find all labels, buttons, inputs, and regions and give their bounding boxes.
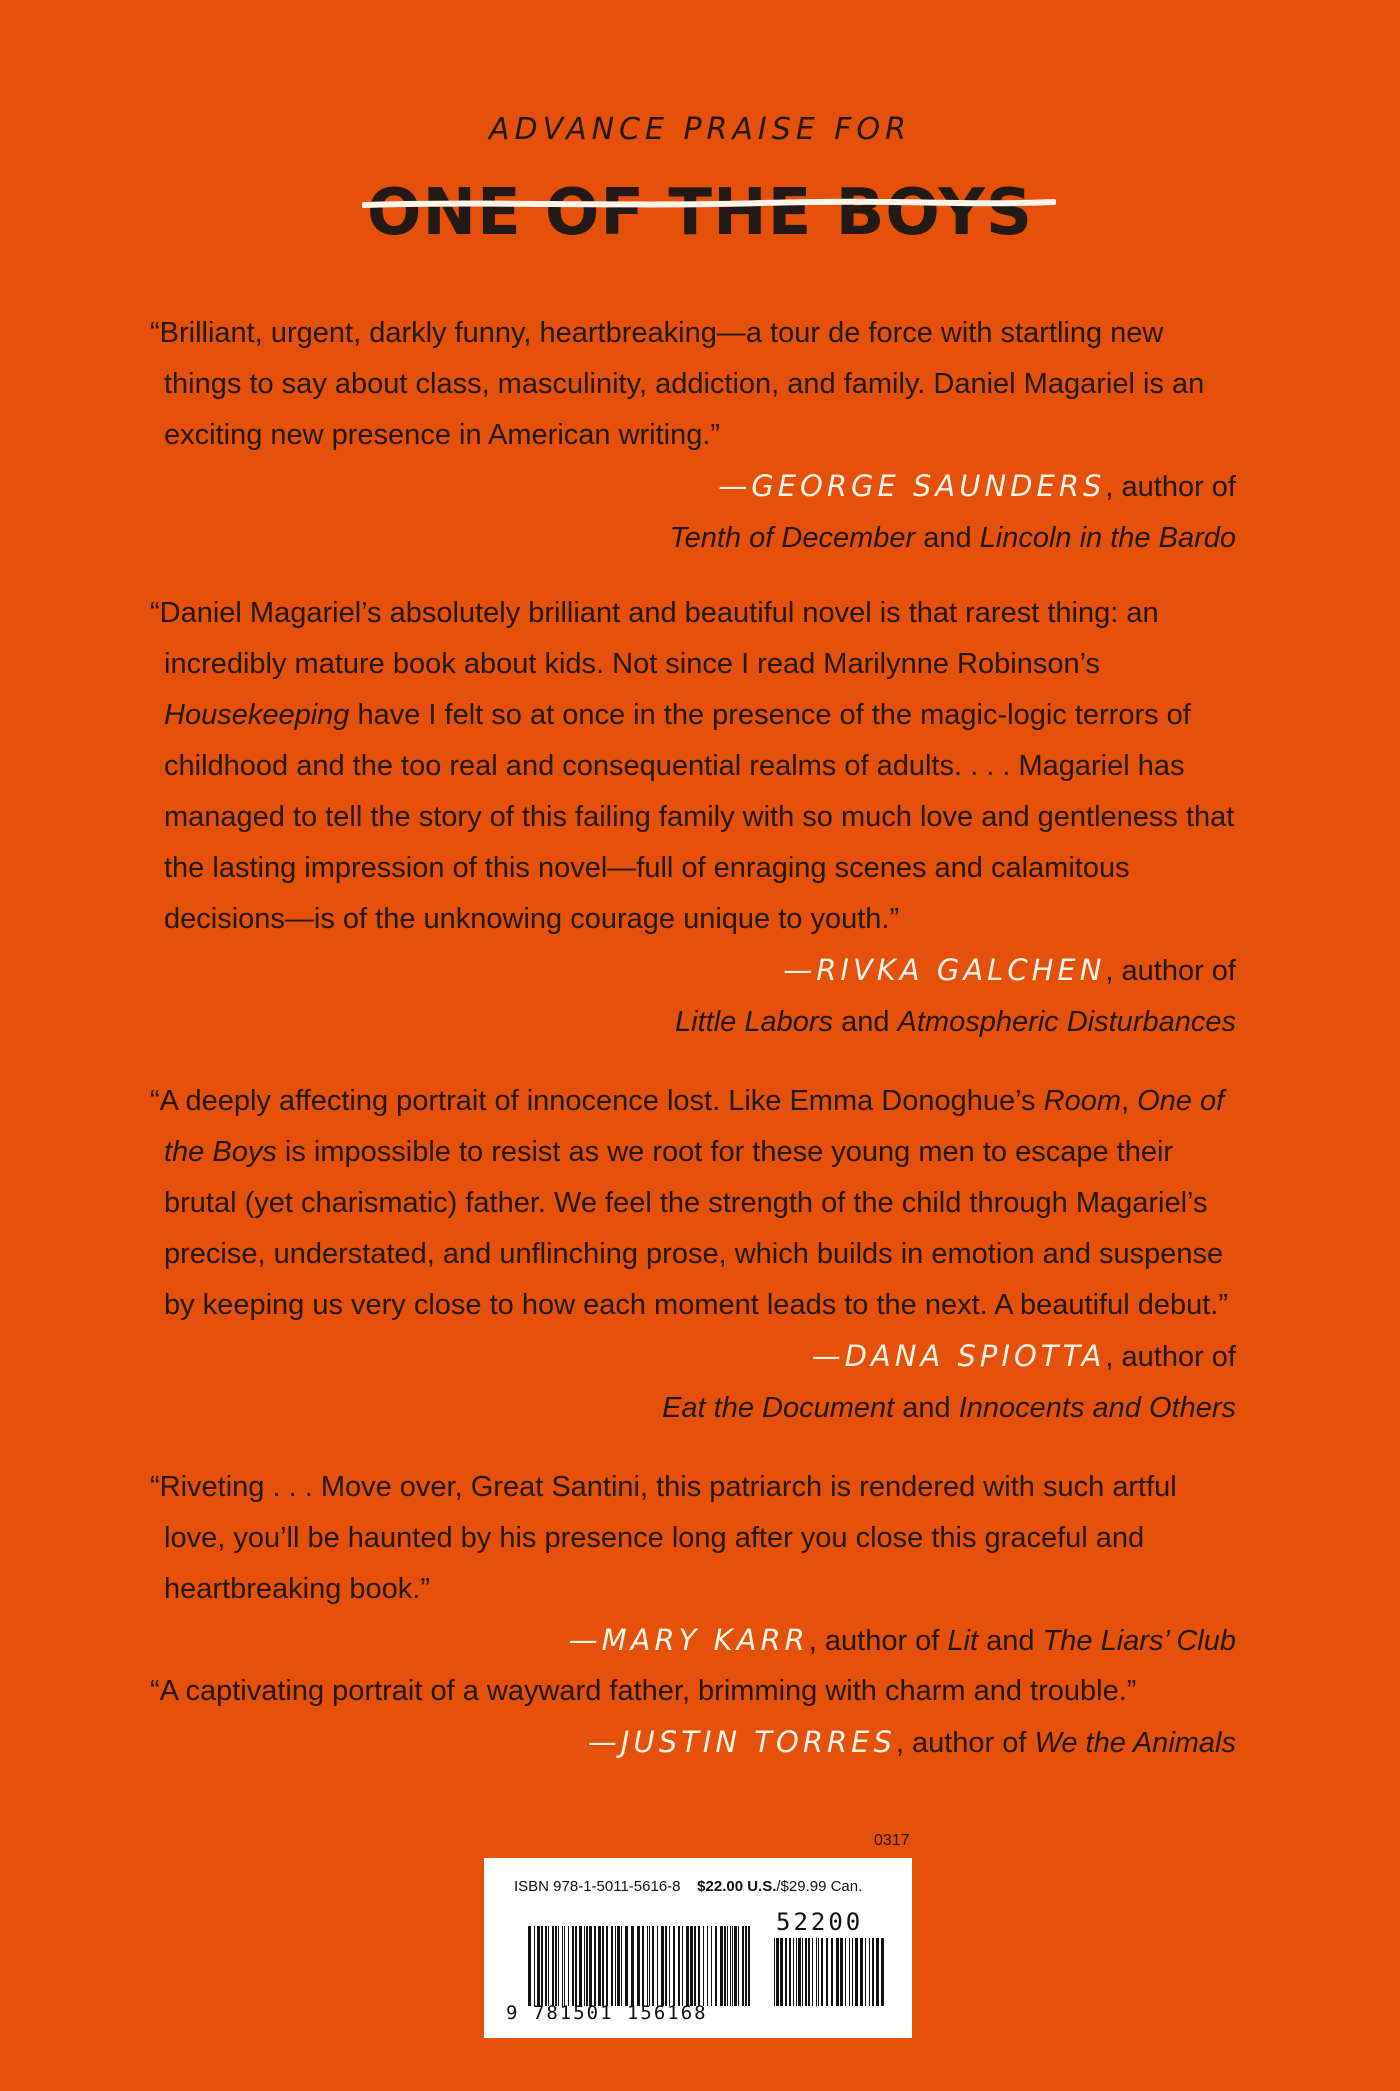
quote-text-pre: “Daniel Magariel’s absolutely brilliant and beautiful novel is that rarest thing: an incredibly mature book about kids. Not since I read Marilynne Robinson’s xyxy=(150,597,1159,680)
barcode-bar xyxy=(548,1926,549,2006)
quote-saunders xyxy=(150,308,1236,564)
author-name: MARY KARR xyxy=(601,1623,809,1657)
author-suffix: , author of xyxy=(1105,955,1236,987)
barcode-bar xyxy=(734,1926,737,2006)
barcode-bar xyxy=(774,1938,775,2006)
dash: — xyxy=(811,1339,845,1373)
barcode-bar xyxy=(637,1926,640,2006)
and: and xyxy=(915,522,980,554)
barcode-bar xyxy=(611,1926,613,2006)
barcode-bar xyxy=(789,1938,791,2006)
barcode-bar xyxy=(780,1938,783,2006)
barcode-bar xyxy=(678,1926,680,2006)
barcode-bar xyxy=(686,1926,689,2006)
barcode-bar xyxy=(869,1938,870,2006)
quote-text-italic: Housekeeping xyxy=(164,699,350,731)
attribution xyxy=(150,1615,1236,1667)
barcode-bar xyxy=(534,1926,535,2006)
barcode-bar xyxy=(568,1926,569,2006)
barcode-bar xyxy=(742,1926,744,2006)
book-title-2: The Liars’ Club xyxy=(1042,1625,1236,1657)
barcode-bar xyxy=(698,1926,700,2006)
strikethrough-line xyxy=(362,198,1056,210)
barcode-bar xyxy=(703,1926,704,2006)
attribution xyxy=(150,1717,1236,1769)
barcode-bar xyxy=(661,1926,664,2006)
author-suffix: , author of xyxy=(808,1625,948,1657)
price-us: $22.00 U.S. xyxy=(697,1878,777,1895)
barcode-bar xyxy=(860,1938,863,2006)
barcode-bar xyxy=(711,1926,712,2006)
barcode-bar xyxy=(631,1926,634,2006)
barcode-bar xyxy=(558,1926,559,2006)
barcode-bar xyxy=(840,1938,843,2006)
barcode-bar xyxy=(793,1938,794,2006)
book-title-1: Lit xyxy=(947,1625,979,1657)
barcode-bar xyxy=(855,1938,858,2006)
print-code: 0317 xyxy=(874,1832,910,1849)
barcode-bar xyxy=(785,1938,787,2006)
barcode-bar xyxy=(575,1926,577,2006)
ean-digits: 9 781501 156168 xyxy=(506,2002,708,2024)
quote-text xyxy=(150,588,1236,945)
barcode-bar xyxy=(812,1938,813,2006)
quote-text-pre: “A deeply affecting portrait of innocence lost. Like Emma Donoghue’s xyxy=(150,1085,1044,1117)
barcode-bar xyxy=(621,1926,622,2006)
book-title-1: Eat the Document xyxy=(662,1392,895,1424)
and: and xyxy=(833,1006,898,1038)
attribution xyxy=(150,461,1236,513)
barcode-bar xyxy=(564,1926,565,2006)
barcode-bar xyxy=(657,1926,658,2006)
barcode-bar xyxy=(617,1926,620,2006)
quote-text-italic-2: One of the Boys xyxy=(164,1085,1225,1168)
barcode-bar xyxy=(738,1926,739,2006)
dash: — xyxy=(783,953,817,987)
barcode-bar xyxy=(798,1938,801,2006)
quote-text-post: have I felt so at once in the presence of the magic-logic terrors of childhood and the too real and consequential realms of adults. . . . Magariel has managed to tell the story of this failing family with so much love and gentleness that the lasting impression of this novel—full of enraging scenes and calamitous decisions—is of the unknowing courage unique to youth.” xyxy=(164,699,1235,935)
barcode-bar xyxy=(818,1938,819,2006)
barcode-bar xyxy=(682,1926,683,2006)
barcode-bar xyxy=(748,1926,750,2006)
barcode-bar xyxy=(602,1926,604,2006)
book-title: ONE OF THE BOYS xyxy=(367,176,1033,250)
author-name: RIVKA GALCHEN xyxy=(816,953,1106,987)
barcode-bar xyxy=(647,1926,648,2006)
barcode-bar xyxy=(727,1926,728,2006)
barcode-bar xyxy=(715,1926,717,2006)
barcode-bar xyxy=(545,1926,547,2006)
book-title-2: Lincoln in the Bardo xyxy=(979,522,1236,554)
barcode-bar xyxy=(808,1938,810,2006)
attribution xyxy=(150,1331,1236,1383)
barcode-bar xyxy=(805,1938,807,2006)
barcode-bar xyxy=(836,1938,839,2006)
barcode-bar xyxy=(802,1938,803,2006)
book-title-2: Innocents and Others xyxy=(958,1392,1236,1424)
book-title-1: Little Labors xyxy=(675,1006,834,1038)
barcode-bar xyxy=(669,1926,670,2006)
price-can: /$29.99 Can. xyxy=(776,1878,863,1895)
barcode-bar xyxy=(579,1926,582,2006)
book-title-2: Atmospheric Disturbances xyxy=(897,1006,1236,1038)
quote-text-mid: , xyxy=(1120,1085,1138,1117)
barcode-bar xyxy=(673,1926,675,2006)
quote-text: “A captivating portrait of a wayward father, brimming with charm and trouble.” xyxy=(150,1675,1137,1707)
quote-torres xyxy=(150,1666,1236,1769)
author-suffix: , author of xyxy=(895,1727,1035,1759)
author-name: JUSTIN TORRES xyxy=(620,1725,896,1759)
author-name: GEORGE SAUNDERS xyxy=(751,469,1106,503)
barcode-bar xyxy=(649,1926,650,2006)
dash: — xyxy=(587,1725,621,1759)
barcode-bar xyxy=(872,1938,874,2006)
barcode-bar xyxy=(776,1938,779,2006)
barcode-bar xyxy=(831,1938,833,2006)
book-title-1: Tenth of December xyxy=(669,522,916,554)
barcode-bar xyxy=(690,1926,693,2006)
barcode-bar xyxy=(745,1926,747,2006)
barcode-bar xyxy=(730,1926,731,2006)
barcode-bar xyxy=(816,1938,817,2006)
barcode-bar xyxy=(555,1926,557,2006)
barcode-bar xyxy=(876,1938,879,2006)
and: and xyxy=(978,1625,1043,1657)
author-suffix: , author of xyxy=(1105,1341,1236,1373)
barcode-bar xyxy=(528,1926,531,2006)
isbn-line xyxy=(514,1878,862,1895)
dash: — xyxy=(718,469,752,503)
barcode-bar xyxy=(707,1926,708,2006)
barcode-bar xyxy=(881,1938,884,2006)
barcode-bar xyxy=(606,1926,608,2006)
barcode-bar xyxy=(665,1926,667,2006)
barcode-bar xyxy=(625,1926,628,2006)
price-code: 52200 xyxy=(776,1908,864,1936)
attribution-books xyxy=(150,1383,1236,1434)
quote-spiotta xyxy=(150,1076,1236,1434)
isbn: ISBN 978-1-5011-5616-8 xyxy=(514,1878,681,1895)
barcode-bar xyxy=(796,1938,797,2006)
book-title-1: We the Animals xyxy=(1034,1727,1236,1759)
barcode-bar xyxy=(552,1926,554,2006)
attribution xyxy=(150,945,1236,997)
barcode-bar xyxy=(845,1938,846,2006)
barcode-bar xyxy=(852,1938,853,2006)
barcode-bar xyxy=(821,1938,823,2006)
quote-galchen xyxy=(150,588,1236,1048)
author-suffix: , author of xyxy=(1105,471,1236,503)
barcode-bar xyxy=(572,1926,574,2006)
quote-karr xyxy=(150,1462,1236,1667)
and: and xyxy=(894,1392,959,1424)
quote-text-italic-1: Room xyxy=(1043,1085,1121,1117)
author-name: DANA SPIOTTA xyxy=(844,1339,1106,1373)
barcode-bar xyxy=(849,1938,850,2006)
barcode-bar xyxy=(652,1926,654,2006)
dash: — xyxy=(568,1623,602,1657)
barcode-bar xyxy=(598,1926,601,2006)
addon-barcode xyxy=(774,1938,886,2006)
barcode-bar xyxy=(694,1926,696,2006)
barcode-bar xyxy=(724,1926,726,2006)
quote-text-post: is impossible to resist as we root for these young men to escape their brutal (yet charismatic) father. We feel the strength of the child through Magariel’s precise, understated, and unflinching prose, which builds in emotion and suspense by keeping us very close to how each moment leads to the next. A beautiful debut.” xyxy=(164,1136,1228,1321)
barcode-bar xyxy=(732,1926,733,2006)
barcode-bar xyxy=(826,1938,828,2006)
ean-barcode xyxy=(528,1926,754,2006)
attribution-books xyxy=(150,513,1236,564)
barcode-box xyxy=(484,1858,912,2038)
quote-text: “Brilliant, urgent, darkly funny, heartbreaking—a tour de force with startling new things to say about class, masculinity, addiction, and family. Daniel Magariel is an exciting new presence in American writing.” xyxy=(150,317,1205,451)
barcode-bar xyxy=(720,1926,723,2006)
quote-text: “Riveting . . . Move over, Great Santini, this patriarch is rendered with such artful love, you’ll be haunted by his presence long after you close this graceful and heartbreaking book.” xyxy=(150,1471,1177,1605)
kicker: ADVANCE PRAISE FOR xyxy=(488,112,912,147)
barcode-bar xyxy=(594,1926,596,2006)
barcode-bar xyxy=(584,1926,585,2006)
barcode-bar xyxy=(615,1926,616,2006)
barcode-bar xyxy=(537,1926,540,2006)
barcode-bar xyxy=(589,1926,592,2006)
attribution-books xyxy=(150,997,1236,1048)
barcode-bar xyxy=(642,1926,644,2006)
barcode-bar xyxy=(865,1938,866,2006)
quote-text xyxy=(150,1076,1236,1331)
barcode-bar xyxy=(562,1926,563,2006)
barcode-bar xyxy=(541,1926,543,2006)
barcode-bar xyxy=(586,1926,588,2006)
